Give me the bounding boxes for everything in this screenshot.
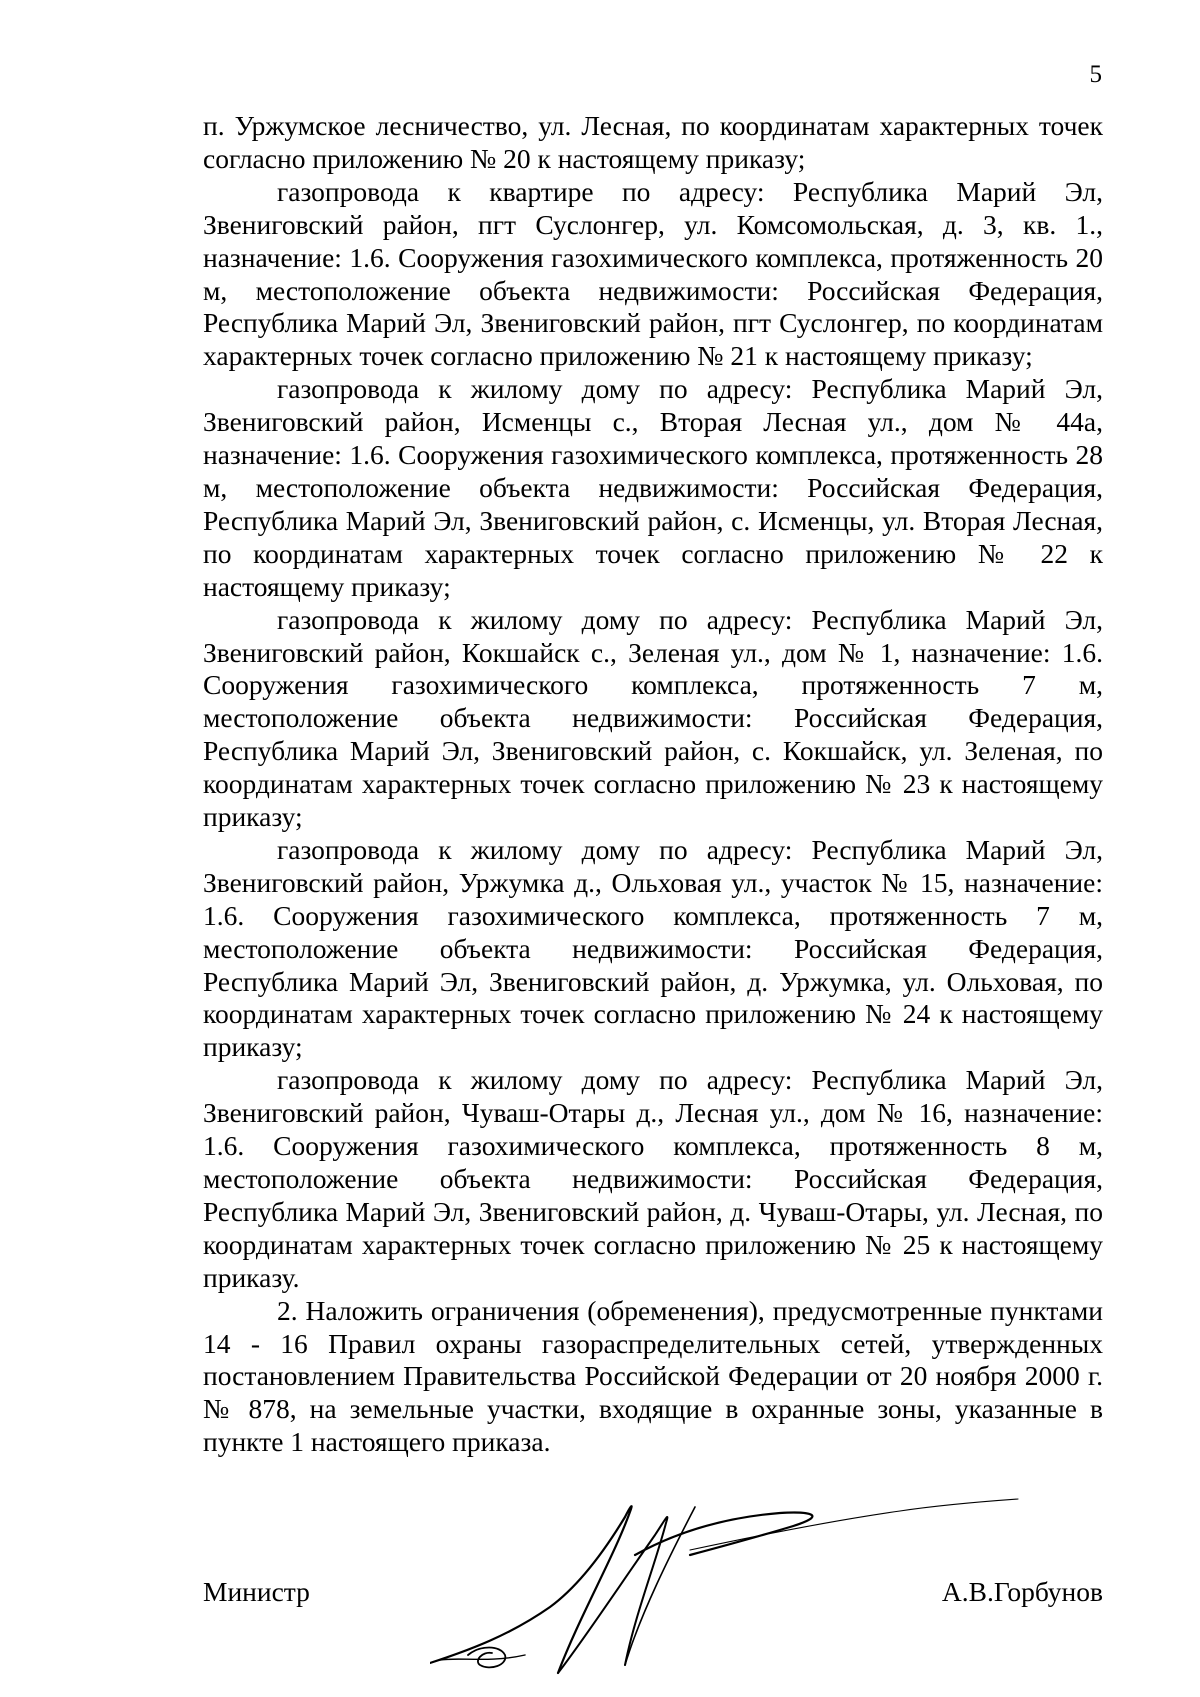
paragraph-gas-pipeline-chuvash-otary: газопровода к жилому дому по адресу: Республика Марий Эл, Звениговский район, Чуваш-Отары д., Лесная ул., дом № 16, назначение: 1.6. Сооружения газохимического комплекса, протяженность 8 м, местоположение объекта недвижимости: Российская Федерация, Республика Марий Эл, Звениговский район, д. Чуваш-Отары, ул. Лесная, по координатам характерных точек согласно приложению № 25 к настоящему приказу. (203, 1064, 1103, 1293)
paragraph-gas-pipeline-kokshaysk: газопровода к жилому дому по адресу: Республика Марий Эл, Звениговский район, Кокшайск с., Зеленая ул., дом № 1, назначение: 1.6. Сооружения газохимического комплекса, протяженность 7 м, местоположение объекта недвижимости: Российская Федерация, Республика Марий Эл, Звениговский район, с. Кокшайск, ул. Зеленая, по координатам характерных точек согласно приложению № 23 к настоящему приказу; (203, 603, 1103, 833)
paragraph-gas-pipeline-urzhumka: газопровода к жилому дому по адресу: Республика Марий Эл, Звениговский район, Уржумка д., Ольховая ул., участок № 15, назначение: 1.6. Сооружения газохимического комплекса, протяженность 7 м, местоположение объекта недвижимости: Российская Федерация, Республика Марий Эл, Звениговский район, д. Уржумка, ул. Ольховая, по координатам характерных точек согласно приложению № 24 к настоящему приказу; (203, 833, 1103, 1063)
document-body (203, 110, 1103, 1459)
page-number: 5 (1089, 61, 1102, 88)
signer-position: Министр (203, 1576, 310, 1607)
paragraph-gas-pipeline-ismentsy: газопровода к жилому дому по адресу: Республика Марий Эл, Звениговский район, Исменцы с., Вторая Лесная ул., дом № 44а, назначение: 1.6. Сооружения газохимического комплекса, протяженность 28 м, местоположение объекта недвижимости: Российская Федерация, Республика Марий Эл, Звениговский район, с. Исменцы, ул. Вторая Лесная, по координатам характерных точек согласно приложению № 22 к настоящему приказу; (203, 373, 1103, 602)
signer-name: А.В.Горбунов (941, 1576, 1103, 1607)
paragraph-continuation: п. Уржумское лесничество, ул. Лесная, по координатам характерных точек согласно приложению № 20 к настоящему приказу; (203, 110, 1103, 174)
paragraph-gas-pipeline-suslonger: газопровода к квартире по адресу: Республика Марий Эл, Звениговский район, пгт Суслонгер, ул. Комсомольская, д. 3, кв. 1., назначение: 1.6. Сооружения газохимического комплекса, протяженность 20 м, местоположение объекта недвижимости: Российская Федерация, Республика Марий Эл, Звениговский район, пгт Суслонгер, по координатам характерных точек согласно приложению № 21 к настоящему приказу; (203, 175, 1103, 372)
handwritten-signature (430, 1495, 1020, 1685)
paragraph-restrictions: 2. Наложить ограничения (обременения), предусмотренные пунктами 14 - 16 Правил охраны газораспределительных сетей, утвержденных постановлением Правительства Российской Федерации от 20 ноября 2000 г. № 878, на земельные участки, входящие в охранные зоны, указанные в пункте 1 настоящего приказа. (203, 1294, 1103, 1458)
